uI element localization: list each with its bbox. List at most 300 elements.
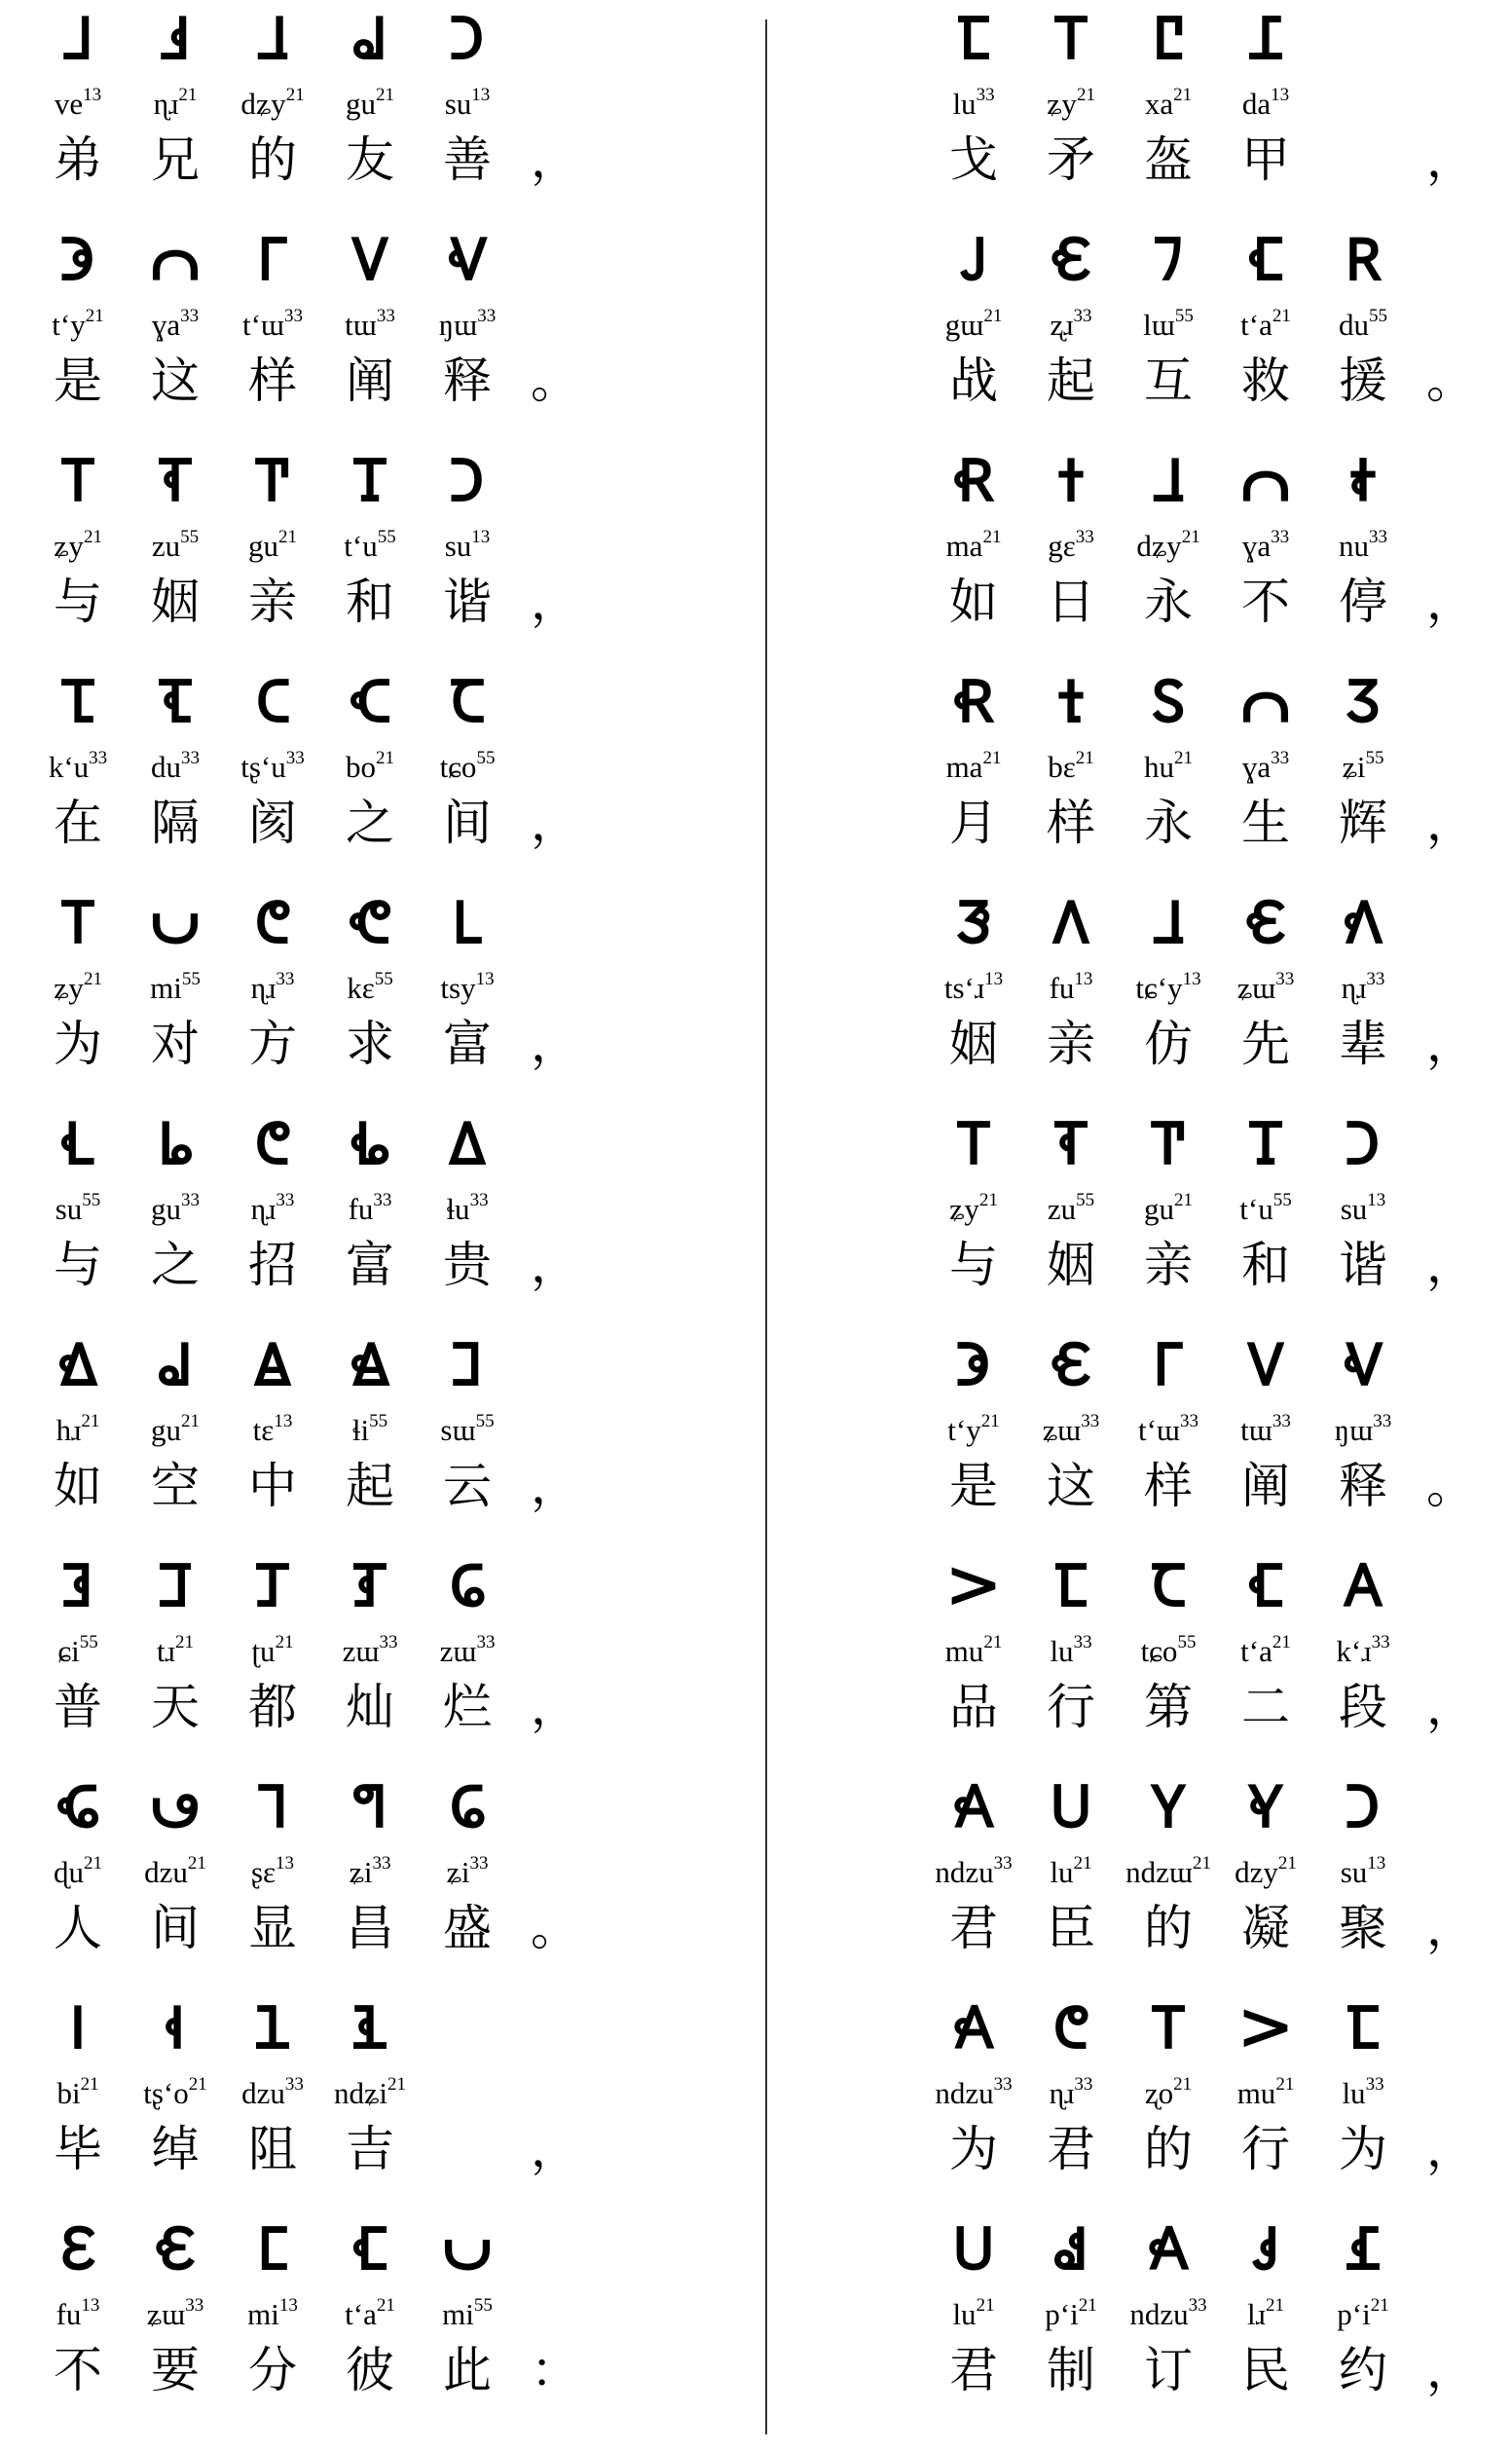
- yi-glyph: 𖼄: [1346, 1110, 1381, 1178]
- ipa-tone: 21: [1174, 1190, 1193, 1210]
- ipa-syllable: [224, 1851, 321, 1894]
- ipa-base: ɬu: [446, 1192, 470, 1226]
- ipa-syllable: [29, 967, 127, 1010]
- yi-glyph: 𖼑: [350, 668, 390, 736]
- chinese-char: 品: [949, 1679, 998, 1735]
- ipa-base: fu: [55, 2297, 82, 2331]
- chinese-char: 段: [1339, 1679, 1387, 1735]
- yi-glyph: 𖼧: [352, 1773, 387, 1841]
- ipa-tone: 33: [379, 1632, 398, 1652]
- chinese-char: 的: [1144, 2121, 1193, 2177]
- ipa-tone: 33: [476, 1632, 496, 1652]
- ipa-base: dzu: [144, 1855, 188, 1889]
- ipa-base: tʻy: [52, 308, 86, 342]
- ipa-syllable: [925, 304, 1022, 347]
- ipa-tone: 21: [84, 1853, 102, 1874]
- ipa-tone: 21: [188, 2074, 207, 2095]
- yi-glyph: 𖼆: [150, 226, 201, 294]
- yi-glyph: 𖼺: [1151, 668, 1186, 736]
- ipa-base: mu: [1236, 2076, 1276, 2110]
- ipa-tone: 21: [1265, 2295, 1284, 2316]
- chinese-char: 救: [1241, 353, 1290, 409]
- ipa-tone: 21: [174, 1632, 194, 1652]
- ipa-syllable: [419, 2293, 516, 2336]
- yi-glyph: 𖽅: [1053, 2215, 1088, 2283]
- ipa-syllable: [321, 2072, 419, 2115]
- chinese-char: 援: [1339, 353, 1387, 409]
- chinese-char: 民: [1241, 2342, 1290, 2398]
- yi-glyph: 𖼔: [254, 889, 291, 957]
- ipa-syllable: [1022, 304, 1120, 347]
- chinese-char: 弟: [54, 131, 102, 188]
- ipa-syllable: [321, 1409, 419, 1452]
- punctuation: ，: [531, 2121, 579, 2177]
- yi-glyph: 𖽂: [1050, 1773, 1092, 1841]
- chinese-char: 求: [346, 1016, 394, 1072]
- ipa-tone: 33: [1275, 969, 1295, 989]
- ipa-base: dʑy: [1136, 529, 1182, 563]
- ipa-tone: 33: [1365, 2074, 1384, 2095]
- ipa-syllable: [1022, 746, 1120, 789]
- ipa-tone: 33: [1369, 527, 1387, 547]
- ipa-base: tɕo: [439, 750, 477, 784]
- ipa-base: tɕʻy: [1135, 971, 1183, 1005]
- ipa-base: gu: [346, 87, 376, 121]
- punctuation: ，: [531, 574, 579, 630]
- stanza: [54, 1768, 579, 1992]
- ipa-base: tsʻɹ: [943, 971, 985, 1005]
- ipa-tone: 33: [284, 306, 304, 326]
- ipa-syllable: [29, 83, 127, 126]
- chinese-char: 在: [54, 795, 102, 851]
- ipa-syllable: [1217, 1630, 1314, 1673]
- ipa-tone: 21: [982, 748, 1002, 768]
- ipa-syllable: [127, 1851, 224, 1894]
- ipa-syllable: [29, 2072, 127, 2115]
- ipa-syllable: [127, 1409, 224, 1452]
- ipa-syllable: [1314, 1630, 1412, 1673]
- ipa-syllable: [419, 1630, 516, 1673]
- chinese-char: 样: [248, 353, 297, 409]
- chinese-char: 和: [1241, 1237, 1290, 1293]
- ipa-base: lɹ: [1247, 2297, 1266, 2331]
- ipa-syllable: [1022, 967, 1120, 1010]
- ipa-base: mi: [247, 2297, 279, 2331]
- yi-glyph: 𖼒: [1151, 1552, 1186, 1620]
- ipa-base: ʑɯ: [1042, 1413, 1082, 1447]
- yi-glyph: 𖼂: [256, 5, 289, 73]
- ipa-syllable: [925, 1409, 1022, 1452]
- chinese-char: 富: [346, 1237, 394, 1293]
- yi-glyph: 𖼇: [1153, 1331, 1184, 1399]
- yi-glyph: 𖼷: [1057, 447, 1085, 515]
- ipa-syllable: [925, 83, 1022, 126]
- ipa-syllable: [1022, 1851, 1120, 1894]
- yi-glyph: 𖼎: [60, 668, 95, 736]
- ipa-tone: 33: [469, 1190, 489, 1210]
- ipa-base: tɯ: [345, 308, 377, 342]
- chinese-char: 之: [151, 1237, 200, 1293]
- ipa-base: ɳɹ: [250, 1192, 277, 1226]
- ipa-base: tʻu: [344, 529, 378, 563]
- yi-glyph: 𖽀: [1344, 1552, 1383, 1620]
- ipa-base: bo: [346, 750, 376, 784]
- ipa-base: ʑi: [446, 1855, 470, 1889]
- chinese-char: 谐: [1339, 1237, 1387, 1293]
- chinese-char: 灿: [346, 1679, 394, 1735]
- ipa-base: tʻɯ: [1137, 1413, 1181, 1447]
- ipa-tone: 55: [1177, 1632, 1197, 1652]
- ipa-syllable: [29, 746, 127, 789]
- yi-glyph: 𖼯: [1248, 1552, 1283, 1620]
- chinese-char: 对: [151, 1016, 200, 1072]
- ipa-base: ʑy: [54, 971, 84, 1005]
- ipa-syllable: [1120, 1188, 1217, 1231]
- ipa-tone: 33: [1272, 1411, 1291, 1431]
- yi-glyph: 𖼓: [150, 889, 201, 957]
- ipa-base: fu: [348, 1192, 374, 1226]
- ipa-base: ʂɛ: [250, 1855, 277, 1889]
- chinese-char: 绰: [151, 2121, 200, 2177]
- yi-glyph: 𖼏: [158, 668, 193, 736]
- ipa-syllable: [29, 1188, 127, 1231]
- yi-glyph: 𖼞: [452, 1331, 483, 1399]
- ipa-syllable: [321, 967, 419, 1010]
- ipa-tone: 21: [387, 2074, 406, 2095]
- chinese-char: 谐: [443, 574, 492, 630]
- ipa-base: ɬi: [351, 1413, 370, 1447]
- ipa-tone: 13: [83, 85, 102, 105]
- ipa-tone: 33: [372, 1853, 391, 1874]
- yi-glyph: 𖼿: [950, 1552, 997, 1620]
- yi-glyph: 𖼄: [450, 447, 485, 515]
- stanza: [949, 1105, 1475, 1329]
- chinese-char: 聚: [1339, 1900, 1387, 1956]
- chinese-char: 甲: [1241, 131, 1290, 188]
- ipa-base: su: [1340, 1192, 1368, 1226]
- chinese-char: 中: [248, 1458, 297, 1514]
- ipa-tone: 33: [276, 1190, 295, 1210]
- chinese-char: 生: [1241, 795, 1290, 851]
- ipa-base: ʑi: [349, 1855, 373, 1889]
- ipa-syllable: [1217, 967, 1314, 1010]
- chinese-char: 与: [54, 574, 102, 630]
- ipa-syllable: [224, 2293, 321, 2336]
- ipa-tone: 21: [978, 1190, 998, 1210]
- ipa-syllable: [1120, 1630, 1217, 1673]
- chinese-char: 贵: [443, 1237, 492, 1293]
- ipa-base: ʐɹ: [1050, 308, 1074, 342]
- ipa-tone: 21: [1192, 1853, 1211, 1874]
- ipa-base: tʻa: [1240, 1634, 1272, 1668]
- ipa-syllable: [1217, 746, 1314, 789]
- yi-glyph: 𖼊: [956, 1110, 991, 1178]
- ipa-syllable: [1022, 2293, 1120, 2336]
- ipa-tone: 21: [187, 1853, 206, 1874]
- chinese-char: 是: [54, 353, 102, 409]
- ipa-syllable: [419, 1851, 516, 1894]
- ipa-syllable: [127, 304, 224, 347]
- ipa-syllable: [1120, 746, 1217, 789]
- ipa-base: ʑy: [54, 529, 84, 563]
- ipa-base: fu: [1049, 971, 1075, 1005]
- punctuation: ，: [1426, 1237, 1475, 1293]
- ipa-syllable: [1120, 304, 1217, 347]
- ipa-syllable: [127, 1188, 224, 1231]
- ipa-tone: 21: [980, 1411, 1000, 1431]
- chinese-char: 亲: [1144, 1237, 1193, 1293]
- chinese-char: 样: [1144, 1458, 1193, 1514]
- chinese-char: 辈: [1339, 1016, 1387, 1072]
- yi-glyph: 𖼉: [1343, 1331, 1383, 1399]
- ipa-syllable: [29, 525, 127, 568]
- chinese-char: 不: [54, 2342, 102, 2398]
- ipa-base: ʑi: [1342, 750, 1366, 784]
- yi-glyph: 𖼰: [1054, 1552, 1088, 1620]
- punctuation: ，: [1426, 2121, 1475, 2177]
- ipa-base: ve: [54, 87, 84, 121]
- chinese-char: 天: [151, 1679, 200, 1735]
- ipa-syllable: [925, 2293, 1022, 2336]
- ipa-syllable: [1314, 1188, 1412, 1231]
- yi-glyph: 𖼊: [60, 889, 95, 957]
- chinese-char: 君: [949, 2342, 998, 2398]
- yi-glyph: 𖼻: [1345, 668, 1382, 736]
- ipa-tone: 13: [1182, 969, 1201, 989]
- chinese-char: 释: [1339, 1458, 1387, 1514]
- ipa-tone: 13: [984, 969, 1004, 989]
- ipa-tone: 21: [983, 1632, 1003, 1652]
- ipa-syllable: [1217, 1409, 1314, 1452]
- yi-glyph: 𖼂: [1152, 889, 1185, 957]
- ipa-base: gu: [248, 529, 278, 563]
- chinese-char: 彼: [346, 2342, 394, 2398]
- ipa-base: ɖu: [54, 1855, 84, 1889]
- yi-glyph: 𖼅: [60, 226, 95, 294]
- yi-glyph: 𖼭: [1245, 889, 1286, 957]
- yi-glyph: 𖼌: [1150, 1110, 1187, 1178]
- ipa-base: ɕi: [57, 1634, 80, 1668]
- chinese-char: 矛: [1047, 131, 1095, 188]
- ipa-base: zu: [151, 529, 181, 563]
- yi-glyph: 𖼔: [254, 1110, 291, 1178]
- ipa-syllable: [419, 525, 516, 568]
- yi-glyph: 𖼕: [349, 889, 391, 957]
- ipa-base: ŋɯ: [438, 308, 478, 342]
- ipa-syllable: [321, 1188, 419, 1231]
- ipa-syllable: [1022, 1188, 1120, 1231]
- yi-glyph: 𖼨: [69, 1994, 87, 2062]
- ipa-base: ŋɯ: [1334, 1413, 1374, 1447]
- ipa-tone: 13: [278, 2295, 298, 2316]
- ipa-tone: 33: [373, 1190, 392, 1210]
- ipa-base: gɛ: [1048, 529, 1076, 563]
- yi-glyph: 𖼰: [1346, 1994, 1380, 2062]
- ipa-tone: 33: [1073, 306, 1092, 326]
- ipa-tone: 55: [1272, 1190, 1292, 1210]
- column-divider: [765, 19, 767, 2434]
- ipa-base: tʻɯ: [241, 308, 285, 342]
- ipa-syllable: [224, 83, 321, 126]
- ipa-syllable: [1217, 304, 1314, 347]
- ipa-base: lu: [1342, 2076, 1366, 2110]
- ipa-tone: 33: [376, 306, 395, 326]
- ipa-base: ndʑi: [334, 2076, 387, 2110]
- ipa-base: da: [1241, 87, 1272, 121]
- chinese-char: 人: [54, 1900, 102, 1956]
- ipa-tone: 21: [1073, 1853, 1092, 1874]
- stanza: [48, 663, 579, 887]
- chinese-char: 间: [443, 795, 492, 851]
- ipa-tone: 55: [180, 527, 200, 547]
- ipa-tone: 13: [1074, 969, 1093, 989]
- yi-glyph: 𖼭: [155, 2215, 196, 2283]
- yi-glyph: 𖼃: [158, 1331, 193, 1399]
- ipa-tone: 33: [180, 306, 200, 326]
- ipa-base: gu: [151, 1413, 181, 1447]
- chinese-char: 制: [1047, 2342, 1095, 2398]
- yi-glyph: 𖼂: [1152, 447, 1185, 515]
- ipa-tone: 55: [1174, 306, 1194, 326]
- ipa-base: ʐo: [1144, 2076, 1174, 2110]
- ipa-tone: 21: [1181, 527, 1200, 547]
- ipa-tone: 21: [1275, 2074, 1295, 2095]
- punctuation: ，: [531, 1237, 579, 1293]
- ipa-tone: 13: [475, 969, 495, 989]
- ipa-base: sɯ: [440, 1413, 476, 1447]
- chinese-char: 阂: [248, 795, 297, 851]
- punctuation: ，: [1426, 1016, 1475, 1072]
- ipa-syllable: [1314, 967, 1412, 1010]
- yi-glyph: 𖼣: [449, 1552, 486, 1620]
- stanza: [944, 1547, 1475, 1771]
- ipa-syllable: [224, 1630, 321, 1673]
- chinese-char: 亲: [248, 574, 297, 630]
- ipa-base: su: [444, 529, 472, 563]
- stanza: [947, 1326, 1475, 1550]
- ipa-base: bi: [56, 2076, 81, 2110]
- ipa-tone: 21: [1173, 2074, 1193, 2095]
- chinese-char: 这: [151, 353, 200, 409]
- chinese-char: 约: [1339, 2342, 1387, 2398]
- ipa-tone: 21: [1075, 748, 1094, 768]
- chinese-char: 隔: [151, 795, 200, 851]
- ipa-tone: 13: [1367, 1190, 1386, 1210]
- punctuation: 。: [1426, 1458, 1475, 1514]
- chinese-char: 云: [443, 1458, 492, 1514]
- punctuation: ，: [531, 1679, 579, 1735]
- chinese-char: 的: [248, 131, 297, 188]
- chinese-char: 凝: [1241, 1900, 1290, 1956]
- yi-glyph: 𖽁: [953, 1994, 994, 2062]
- ipa-tone: 33: [469, 1853, 489, 1874]
- ipa-tone: 55: [374, 969, 393, 989]
- chinese-char: 订: [1144, 2342, 1193, 2398]
- ipa-tone: 21: [83, 969, 102, 989]
- ipa-base: tʻa: [1240, 308, 1272, 342]
- chinese-char: 昌: [346, 1900, 394, 1956]
- chinese-char: 招: [248, 1237, 297, 1293]
- ipa-base: gɯ: [944, 308, 984, 342]
- ipa-syllable: [1022, 83, 1120, 126]
- ipa-tone: 21: [1272, 1632, 1291, 1652]
- ipa-syllable: [1120, 967, 1217, 1010]
- stanza: [52, 221, 579, 445]
- ipa-syllable: [925, 746, 1022, 789]
- ipa-base: lu: [952, 2297, 977, 2331]
- ipa-base: ndzu: [1129, 2297, 1189, 2331]
- chinese-char: 为: [1339, 2121, 1387, 2177]
- yi-glyph: 𖼣: [449, 1773, 486, 1841]
- ipa-tone: 55: [369, 1411, 388, 1431]
- chinese-char: 互: [1144, 353, 1193, 409]
- ipa-tone: 33: [1073, 1632, 1092, 1652]
- ipa-syllable: [1314, 746, 1412, 789]
- chinese-char: 永: [1144, 574, 1193, 630]
- ipa-syllable: [1217, 1188, 1314, 1231]
- ipa-tone: 55: [476, 748, 496, 768]
- punctuation: 。: [531, 353, 579, 409]
- punctuation: ，: [1426, 574, 1475, 630]
- ipa-base: ʑy: [1047, 87, 1077, 121]
- ipa-tone: 21: [1173, 85, 1193, 105]
- yi-glyph: 𖼗: [60, 1110, 95, 1178]
- ipa-syllable: [1217, 83, 1314, 126]
- ipa-tone: 33: [1074, 2074, 1093, 2095]
- chinese-char: 烂: [443, 1679, 492, 1735]
- ipa-tone: 21: [285, 85, 305, 105]
- punctuation: ，: [531, 1016, 579, 1072]
- stanza: [54, 442, 579, 666]
- yi-glyph: 𖼊: [1053, 5, 1088, 73]
- ipa-syllable: [1022, 1630, 1120, 1673]
- ipa-syllable: [127, 2293, 224, 2336]
- ipa-base: ɳɹ: [1049, 2076, 1075, 2110]
- ipa-tone: 13: [1271, 85, 1290, 105]
- punctuation: ，: [1426, 795, 1475, 851]
- ipa-syllable: [321, 1630, 419, 1673]
- ipa-syllable: [224, 2072, 321, 2115]
- stanza: [935, 1989, 1475, 2213]
- ipa-base: tɹ: [157, 1634, 175, 1668]
- punctuation: ，: [531, 1458, 579, 1514]
- chinese-char: 如: [54, 1458, 102, 1514]
- ipa-base: tʻu: [1239, 1192, 1273, 1226]
- ipa-base: pʻi: [1337, 2297, 1371, 2331]
- ipa-base: lu: [1050, 1855, 1074, 1889]
- chinese-char: 与: [949, 1237, 998, 1293]
- yi-glyph: 𖼆: [1240, 447, 1291, 515]
- ipa-syllable: [127, 525, 224, 568]
- ipa-base: ɣa: [1241, 529, 1272, 563]
- chinese-char: 亲: [1047, 1016, 1095, 1072]
- ipa-syllable: [925, 1851, 1022, 1894]
- chinese-char: 分: [248, 2342, 297, 2398]
- ipa-syllable: [224, 304, 321, 347]
- chinese-char: 毕: [54, 2121, 102, 2177]
- chinese-char: 第: [1144, 1679, 1193, 1735]
- ipa-base: gu: [151, 1192, 181, 1226]
- yi-glyph: 𖽆: [1251, 2215, 1280, 2283]
- chinese-char: 盔: [1144, 131, 1193, 188]
- ipa-base: tʻa: [345, 2297, 377, 2331]
- chinese-char: 月: [949, 795, 998, 851]
- ipa-syllable: [419, 1409, 516, 1452]
- yi-glyph: 𖼐: [255, 668, 290, 736]
- ipa-base: nu: [1339, 529, 1369, 563]
- chinese-char: 样: [1047, 795, 1095, 851]
- ipa-syllable: [1120, 1409, 1217, 1452]
